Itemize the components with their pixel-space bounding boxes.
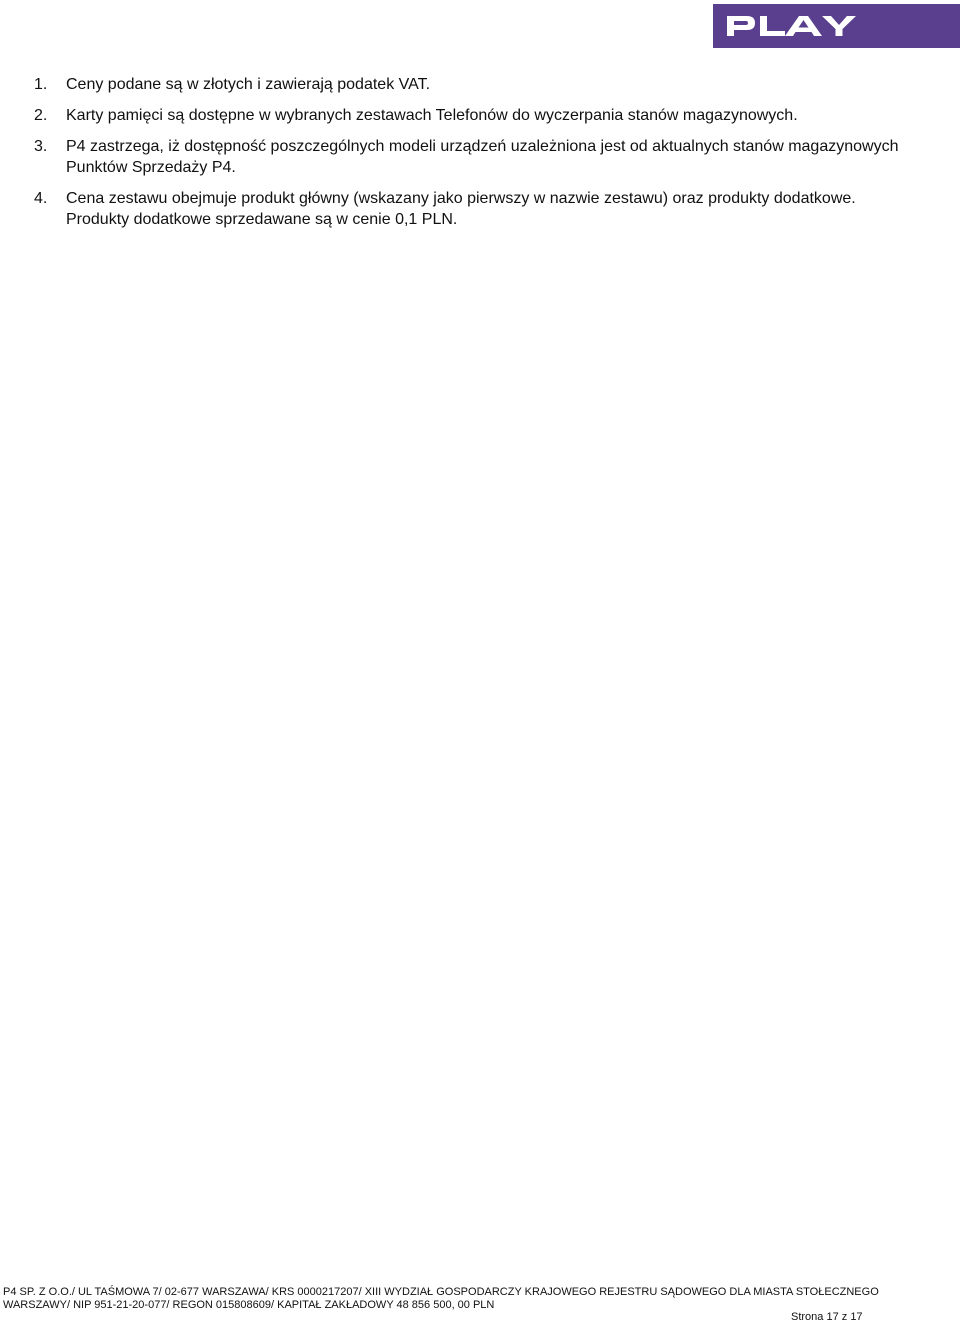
- note-text: Karty pamięci są dostępne w wybranych zestawach Telefonów do wyczerpania stanów magazynowych.: [66, 107, 798, 124]
- page-number: Strona 17 z 17: [791, 1311, 863, 1323]
- footer-line-2: WARSZAWY/ NIP 951-21-20-077/ REGON 015808609/ KAPITAŁ ZAKŁADOWY 48 856 500, 00 PLN: [3, 1299, 495, 1311]
- note-item: [0, 188, 900, 230]
- note-text: P4 zastrzega, iż dostępność poszczególnych modeli urządzeń uzależniona jest od aktualnych stanów magazynowych Punktów Sprzedaży P4.: [66, 138, 899, 176]
- note-item: [0, 74, 900, 95]
- play-logo: [713, 4, 960, 48]
- footer-line-1: P4 SP. Z O.O./ UL TAŚMOWA 7/ 02-677 WARSZAWA/ KRS 0000217207/ XIII WYDZIAŁ GOSPODARCZY KRAJOWEGO REJESTRU SĄDOWEGO DLA MIASTA STOŁECZNEGO: [3, 1286, 879, 1298]
- note-text: Cena zestawu obejmuje produkt główny (wskazany jako pierwszy w nazwie zestawu) oraz produkty dodatkowe. Produkty dodatkowe sprzedawane są w cenie 0,1 PLN.: [66, 190, 856, 228]
- note-number: 2.: [34, 107, 48, 124]
- company-footer: [3, 1286, 903, 1312]
- note-number: 1.: [34, 76, 48, 93]
- note-text: Ceny podane są w złotych i zawierają podatek VAT.: [66, 76, 431, 93]
- notes-list: [0, 74, 900, 240]
- note-number: 3.: [34, 138, 48, 155]
- play-logo-icon: [725, 13, 865, 39]
- note-item: [0, 136, 900, 178]
- note-item: [0, 105, 900, 126]
- note-number: 4.: [34, 190, 48, 207]
